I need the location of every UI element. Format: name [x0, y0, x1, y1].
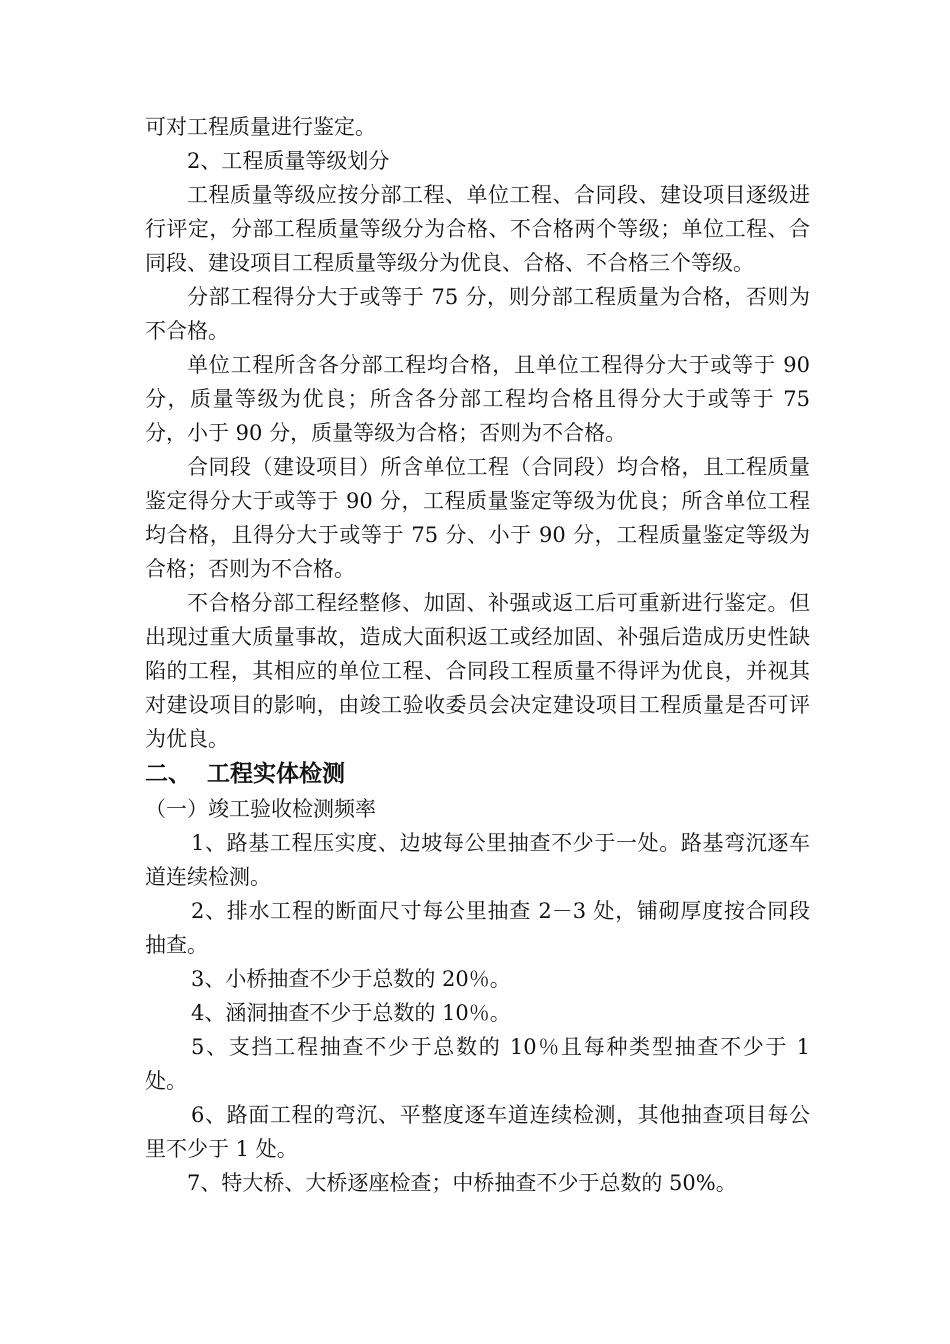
- list-item: 6、路面工程的弯沉、平整度逐车道连续检测，其他抽查项目每公里不少于 1 处。: [145, 1103, 810, 1161]
- list-item: 3、小桥抽查不少于总数的 20％。: [191, 967, 511, 991]
- subsection-heading: （一）竣工验收检测频率: [145, 797, 376, 821]
- paragraph-unit-grade: 单位工程所含各分部工程均合格，且单位工程得分大于或等于 90 分，质量等级为优良；所含各分部工程均合格且得分大于或等于 75 分，小于 90 分，质量等级为合格；否则为不合格。: [145, 353, 810, 445]
- section-number: 二、: [145, 761, 191, 787]
- list-item: 4、涵洞抽查不少于总数的 10％。: [191, 1001, 511, 1025]
- document-page: [145, 110, 810, 1200]
- list-item: 5、支挡工程抽查不少于总数的 10％且每种类型抽查不少于 1 处。: [145, 1035, 810, 1093]
- list-item: 7、特大桥、大桥逐座检查；中桥抽查不少于总数的 50%。: [187, 1171, 737, 1195]
- subheading-quality-grade: 2、工程质量等级划分: [187, 149, 390, 173]
- list-item: 2、排水工程的断面尺寸每公里抽查 2－3 处，铺砌厚度按合同段抽查。: [145, 899, 810, 957]
- paragraph-continuation: 可对工程质量进行鉴定。: [145, 115, 376, 139]
- section-heading: [145, 756, 810, 792]
- section-title: 工程实体检测: [207, 761, 345, 787]
- paragraph-rework: 不合格分部工程经整修、加固、补强或返工后可重新进行鉴定。但出现过重大质量事故，造成大面积返工或经加固、补强后造成历史性缺陷的工程，其相应的单位工程、合同段工程质量不得评为优良，并视其对建设项目的影响，由竣工验收委员会决定建设项目工程质量是否可评为优良。: [145, 591, 810, 751]
- paragraph-grade-rules: 工程质量等级应按分部工程、单位工程、合同段、建设项目逐级进行评定，分部工程质量等级分为合格、不合格两个等级；单位工程、合同段、建设项目工程质量等级分为优良、合格、不合格三个等级。: [145, 183, 810, 275]
- list-item: 1、路基工程压实度、边坡每公里抽查不少于一处。路基弯沉逐车道连续检测。: [145, 831, 810, 889]
- paragraph-contract-grade: 合同段（建设项目）所含单位工程（合同段）均合格，且工程质量鉴定得分大于或等于 90 分，工程质量鉴定等级为优良；所含单位工程均合格，且得分大于或等于 75 分、小于 90 分，工程质量鉴定等级为合格；否则为不合格。: [145, 455, 810, 581]
- paragraph-division-pass: 分部工程得分大于或等于 75 分，则分部工程质量为合格，否则为不合格。: [145, 285, 810, 343]
